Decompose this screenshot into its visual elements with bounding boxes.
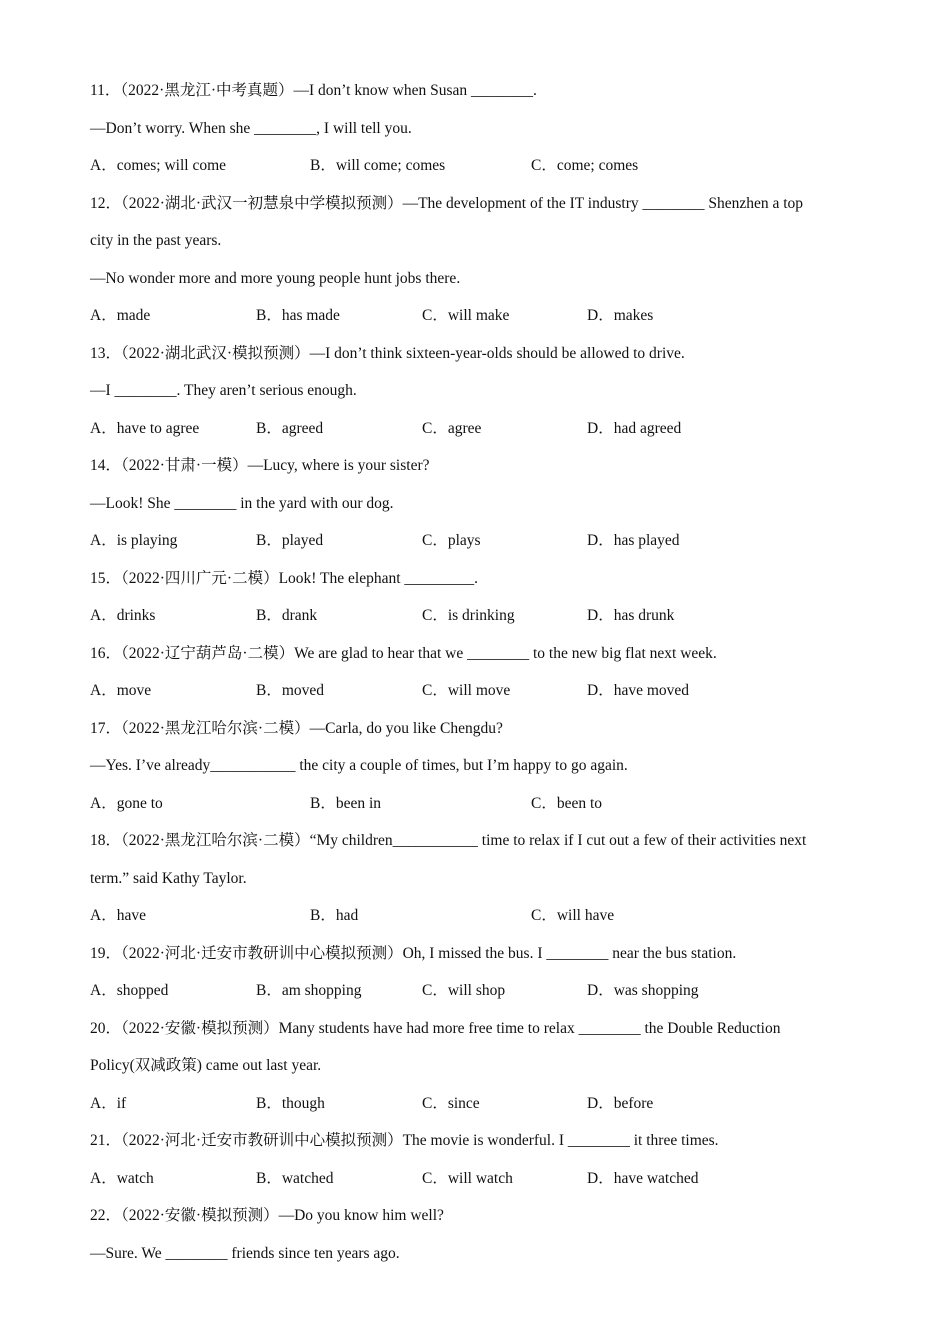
question-line: term.” said Kathy Taylor. — [90, 869, 247, 887]
answer-option: C．will make — [422, 307, 510, 324]
answer-option: B．will come; comes — [310, 157, 446, 174]
question-item — [90, 335, 865, 448]
question-line: —Look! She ________ in the yard with our dog. — [90, 494, 394, 512]
answer-option: C．will have — [531, 907, 615, 924]
question-stem: 21．（2022·河北·迁安市教研训中心模拟预测）The movie is wonderful. I ________ it three times. — [90, 1132, 719, 1149]
answer-option: C．will shop — [422, 982, 506, 999]
answer-option: C．since — [422, 1094, 480, 1112]
question-line: —Don’t worry. When she ________, I will tell you. — [90, 119, 412, 137]
answer-option: A．watch — [90, 1169, 154, 1187]
answer-option: A．move — [90, 682, 152, 699]
options-row — [90, 410, 865, 448]
question-stem: 22．（2022·安徽·模拟预测）—Do you know him well? — [90, 1207, 444, 1224]
answer-option: B．played — [256, 532, 324, 549]
answer-option: D．makes — [587, 307, 654, 324]
answer-option: B．though — [256, 1094, 325, 1112]
worksheet — [90, 72, 865, 1272]
answer-option: D．has drunk — [587, 607, 675, 624]
answer-option: A．gone to — [90, 794, 163, 812]
answer-option: D．before — [587, 1094, 654, 1112]
answer-option: A．have — [90, 907, 146, 924]
question-item — [90, 1197, 865, 1272]
question-stem: 20．（2022·安徽·模拟预测）Many students have had more free time to relax ________ the Double Reduction — [90, 1019, 781, 1037]
options-row — [90, 897, 865, 935]
question-line: —Sure. We ________ friends since ten years ago. — [90, 1244, 400, 1262]
question-item — [90, 710, 865, 823]
answer-option: C．plays — [422, 532, 481, 549]
question-stem: 19．（2022·河北·迁安市教研训中心模拟预测）Oh, I missed the bus. I ________ near the bus station. — [90, 944, 737, 962]
question-stem: 18．（2022·黑龙江哈尔滨·二模）“My children___________ time to relax if I cut out a few of their activities next — [90, 832, 807, 849]
options-row — [90, 597, 865, 635]
answer-option: B．agreed — [256, 419, 324, 437]
answer-option: A．is playing — [90, 532, 178, 549]
answer-option: B．drank — [256, 607, 318, 624]
answer-option: B．has made — [256, 307, 340, 324]
answer-option: C．agree — [422, 419, 482, 437]
answer-option: B．watched — [256, 1169, 334, 1187]
options-row — [90, 1085, 865, 1123]
question-stem: 11．（2022·黑龙江·中考真题）—I don’t know when Susan ________. — [90, 82, 537, 99]
options-row — [90, 522, 865, 560]
question-line: city in the past years. — [90, 232, 222, 249]
question-item — [90, 72, 865, 185]
question-item — [90, 447, 865, 560]
question-stem: 12．（2022·湖北·武汉一初慧泉中学模拟预测）—The development of the IT industry ________ Shenzhen a top — [90, 194, 804, 212]
answer-option: B．moved — [256, 682, 325, 699]
question-stem: 15．（2022·四川广元·二模）Look! The elephant _________. — [90, 569, 479, 587]
answer-option: B．had — [310, 907, 359, 924]
options-row — [90, 785, 865, 823]
question-stem: 13．（2022·湖北武汉·模拟预测）—I don’t think sixteen-year-olds should be allowed to drive. — [90, 344, 685, 362]
question-line: Policy(双减政策) came out last year. — [90, 1057, 322, 1074]
answer-option: A．shopped — [90, 982, 169, 999]
question-stem: 17．（2022·黑龙江哈尔滨·二模）—Carla, do you like Chengdu? — [90, 719, 503, 737]
question-item — [90, 635, 865, 710]
options-row — [90, 147, 865, 185]
options-row — [90, 672, 865, 710]
answer-option: A．if — [90, 1094, 127, 1112]
answer-option: D．was shopping — [587, 982, 699, 999]
answer-option: C．come; comes — [531, 157, 639, 174]
question-item — [90, 935, 865, 1010]
answer-option: B．am shopping — [256, 982, 362, 999]
question-stem: 16．（2022·辽宁葫芦岛·二模）We are glad to hear that we ________ to the new big flat next week. — [90, 644, 717, 662]
answer-option: A．have to agree — [90, 419, 200, 437]
answer-option: D．has played — [587, 532, 680, 549]
answer-option: B．been in — [310, 794, 382, 812]
answer-option: A．drinks — [90, 607, 156, 624]
answer-option: A．made — [90, 307, 151, 324]
question-item — [90, 185, 865, 335]
question-item — [90, 1122, 865, 1197]
answer-option: D．have watched — [587, 1169, 699, 1187]
question-stem: 14．（2022·甘肃·一模）—Lucy, where is your sister? — [90, 457, 430, 474]
answer-option: C．is drinking — [422, 607, 515, 624]
options-row — [90, 1160, 865, 1198]
options-row — [90, 972, 865, 1010]
question-item — [90, 822, 865, 935]
answer-option: D．have moved — [587, 682, 690, 699]
question-line: —I ________. They aren’t serious enough. — [90, 382, 357, 399]
answer-option: D．had agreed — [587, 419, 682, 437]
question-item — [90, 1010, 865, 1123]
answer-option: C．been to — [531, 794, 603, 812]
answer-option: C．will move — [422, 682, 511, 699]
question-line: —No wonder more and more young people hunt jobs there. — [90, 269, 461, 287]
answer-option: A．comes; will come — [90, 157, 227, 174]
answer-option: C．will watch — [422, 1169, 513, 1187]
options-row — [90, 297, 865, 335]
question-item — [90, 560, 865, 635]
question-line: —Yes. I’ve already___________ the city a couple of times, but I’m happy to go again. — [90, 757, 628, 774]
